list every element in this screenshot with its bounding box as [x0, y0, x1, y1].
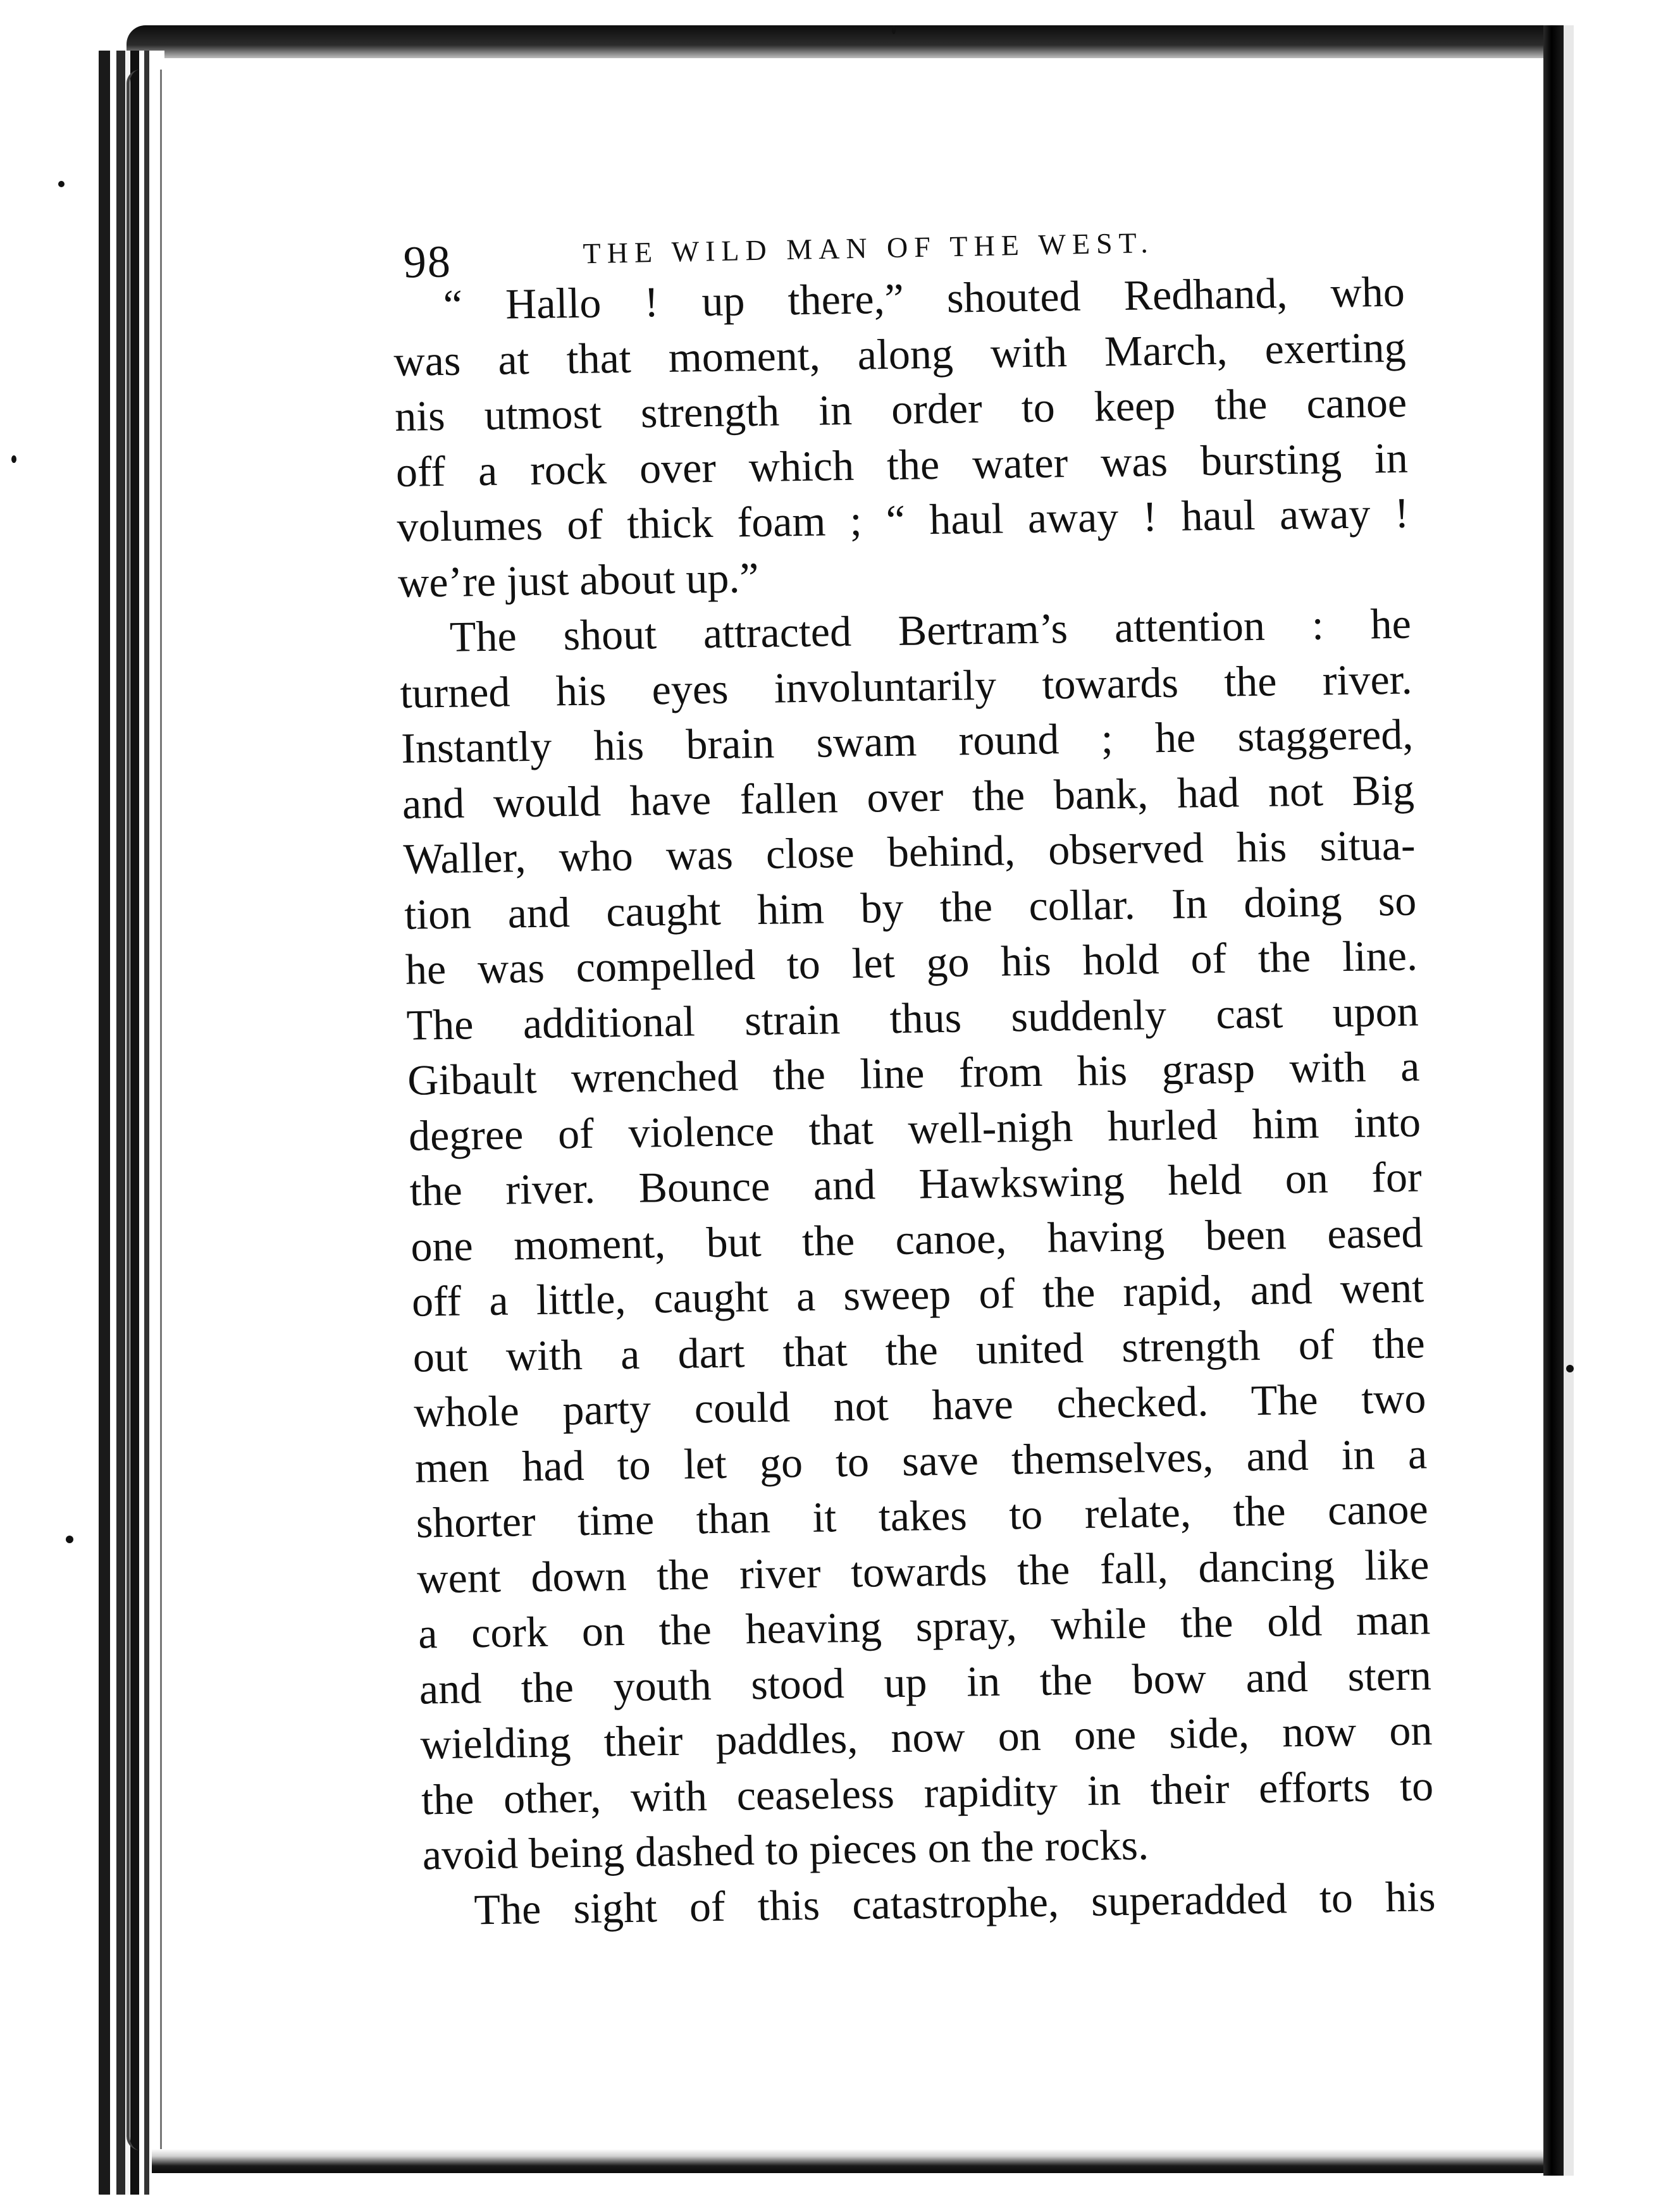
- text-line: The additional strain thus suddenly cast upon: [405, 986, 1419, 1049]
- text-line: tion and caught him by the collar. In doing so: [404, 875, 1417, 939]
- facing-page: [1574, 25, 1680, 2176]
- body-text: [392, 264, 1436, 1938]
- text-line: out with a dart that the united strength of the: [412, 1318, 1426, 1381]
- text-line: he was compelled to let go his hold of the line.: [405, 931, 1418, 994]
- dust-speck: [11, 455, 16, 463]
- text-line: and the youth stood up in the bow and stern: [419, 1650, 1432, 1713]
- text-line: whole party could not have checked. The two: [413, 1374, 1427, 1436]
- text-line: the other, with ceaseless rapidity in their efforts to: [421, 1761, 1434, 1824]
- text-line: men had to let go to save themselves, and in a: [414, 1429, 1428, 1492]
- paragraph: [392, 264, 1411, 610]
- text-line: Waller, who was close behind, observed his situa-: [402, 820, 1416, 883]
- text-line: The shout attracted Bertram’s attention : he: [449, 599, 1412, 661]
- text-line: we’re just about up.”: [397, 553, 760, 607]
- text-line: the river. Bounce and Hawkswing held on for: [409, 1152, 1423, 1215]
- text-line: went down the river towards the fall, dancing like: [416, 1539, 1430, 1603]
- right-gutter-edge: [1564, 25, 1574, 2176]
- text-line: wielding their paddles, now on one side, now on: [419, 1706, 1433, 1768]
- book-binding-inner: [127, 70, 162, 2150]
- paragraph: [398, 596, 1435, 1883]
- right-gutter: [1543, 25, 1564, 2176]
- running-head: [392, 183, 1405, 288]
- dust-speck: [66, 1536, 73, 1543]
- text-line: off a rock over which the water was bursting in: [395, 433, 1409, 496]
- text-line: avoid being dashed to pieces on the rocks.: [422, 1820, 1149, 1879]
- dust-speck: [892, 25, 896, 34]
- text-line: and would have fallen over the bank, had not Big: [402, 765, 1415, 828]
- page-bottom-edge: [152, 2149, 1543, 2173]
- text-line: one moment, but the canoe, having been eased: [410, 1207, 1423, 1271]
- text-line: degree of violence that well-nigh hurled him into: [408, 1097, 1421, 1160]
- text-line: shorter time than it takes to relate, the canoe: [416, 1484, 1429, 1547]
- text-line: a cork on the heaving spray, while the old man: [417, 1595, 1431, 1658]
- text-line: was at that moment, along with March, exerting: [393, 323, 1407, 385]
- running-title: THE WILD MAN OF THE WEST.: [583, 226, 1155, 270]
- text-line: nis utmost strength in order to keep the canoe: [394, 378, 1407, 440]
- text-line: Instantly his brain swam round ; he staggered,: [400, 710, 1414, 772]
- text-line: volumes of thick foam ; “ haul away ! haul away !: [396, 488, 1410, 551]
- book-page: [392, 202, 1436, 1938]
- page-top-edge: [127, 25, 1543, 58]
- dust-speck: [1566, 1365, 1574, 1372]
- text-line: Gibault wrenched the line from his grasp with a: [407, 1042, 1420, 1104]
- text-line: The sight of this catastrophe, superadded to his: [473, 1871, 1436, 1933]
- text-line: “ Hallo ! up there,” shouted Redhand, who: [443, 267, 1405, 329]
- dust-speck: [58, 181, 65, 187]
- text-line: turned his eyes involuntarily towards the river.: [399, 655, 1413, 717]
- page-number: 98: [403, 236, 452, 288]
- text-line: off a little, caught a sweep of the rapid, and went: [411, 1263, 1424, 1326]
